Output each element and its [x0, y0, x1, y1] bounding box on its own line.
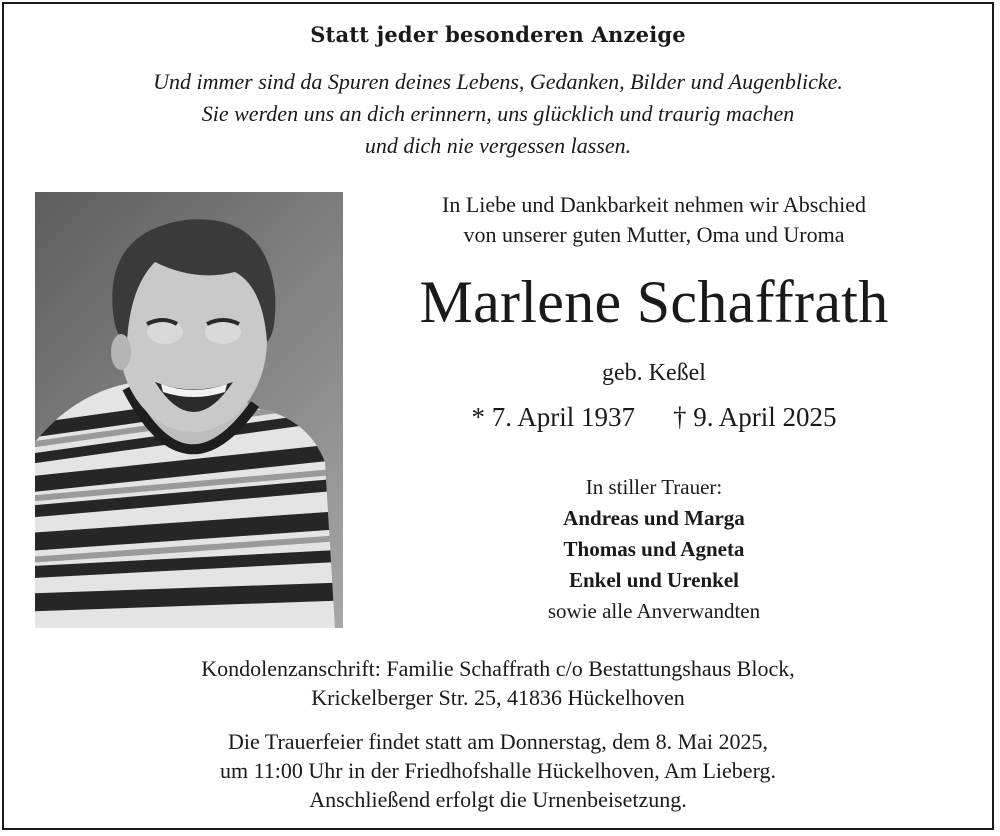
mourner-name: Enkel und Urenkel	[569, 568, 739, 592]
intro-line: In Liebe und Dankbarkeit nehmen wir Abschied	[442, 192, 866, 217]
intro-line: von unserer guten Mutter, Oma und Uroma	[463, 222, 845, 247]
farewell-intro	[354, 190, 954, 250]
condolence-address	[4, 654, 992, 712]
death-date: † 9. April 2025	[673, 402, 837, 432]
mourners-block	[354, 472, 954, 627]
ceremony-line: Anschließend erfolgt die Urnenbeisetzung.	[309, 787, 687, 812]
motto-line: Und immer sind da Spuren deines Lebens, Gedanken, Bilder und Augenblicke.	[153, 69, 843, 94]
mourner-name: Andreas und Marga	[563, 506, 745, 530]
obituary-notice	[2, 2, 994, 830]
portrait-illustration	[35, 192, 343, 628]
ceremony-line: Die Trauerfeier findet statt am Donnerstag, dem 8. Mai 2025,	[227, 729, 769, 754]
life-dates	[354, 402, 954, 433]
motto-verse	[4, 66, 992, 162]
motto-line: Sie werden uns an dich erinnern, uns glücklich und traurig machen	[201, 101, 795, 126]
deceased-name: Marlene Schaffrath	[419, 269, 889, 335]
ceremony-line: um 11:00 Uhr in der Friedhofshalle Hückelhoven, Am Lieberg.	[220, 758, 776, 783]
birth-date: * 7. April 1937	[471, 402, 635, 432]
mourner-name: Thomas und Agneta	[563, 537, 745, 561]
motto-line: und dich nie vergessen lassen.	[364, 133, 632, 158]
condolence-line: Krickelberger Str. 25, 41836 Hückelhoven	[311, 685, 685, 710]
portrait-photo	[35, 192, 343, 628]
notice-headline: Statt jeder besonderen Anzeige	[310, 22, 686, 47]
mourners-heading: In stiller Trauer:	[585, 475, 723, 499]
ceremony-details	[4, 727, 992, 814]
mourners-closing: sowie alle Anverwandten	[547, 599, 761, 623]
condolence-line: Kondolenzanschrift: Familie Schaffrath c/o Bestattungshaus Block,	[201, 656, 795, 681]
maiden-name: geb. Keßel	[602, 360, 706, 386]
